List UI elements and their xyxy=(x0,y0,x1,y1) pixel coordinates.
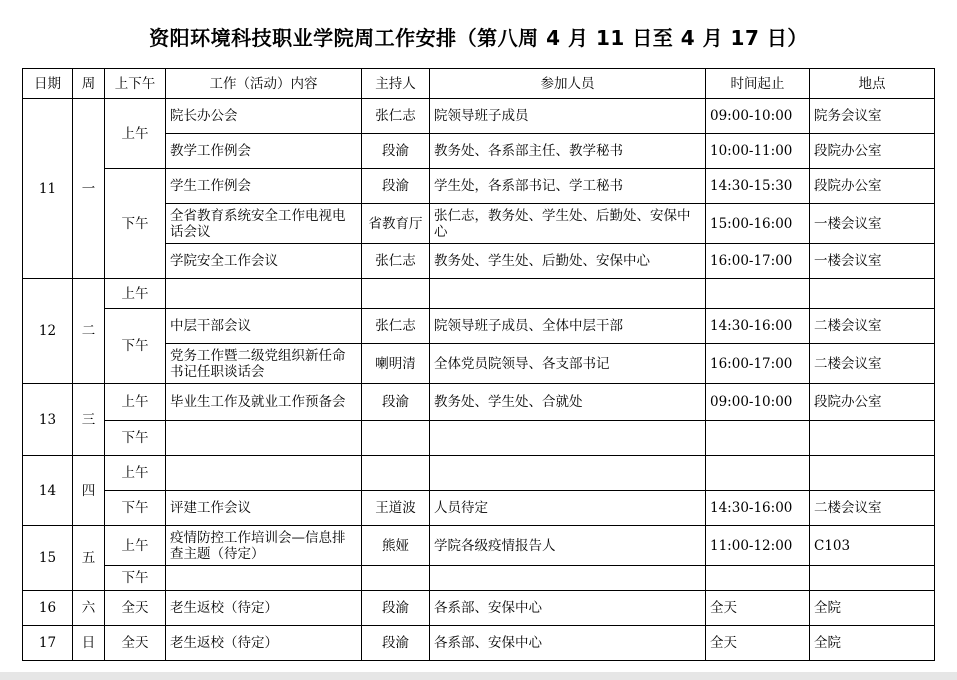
content-cell: 中层干部会议 xyxy=(166,309,362,344)
participants-cell: 教务处、各系部主任、教学秘书 xyxy=(430,134,706,169)
table-row xyxy=(23,491,935,526)
host-cell: 省教育厅 xyxy=(362,204,430,244)
page-title: 资阳环境科技职业学院周工作安排（第八周 4 月 11 日至 4 月 17 日） xyxy=(149,26,808,50)
host-cell: 张仁志 xyxy=(362,99,430,134)
weekday-cell: 三 xyxy=(73,384,105,456)
header-date: 日期 xyxy=(23,69,73,99)
time-cell xyxy=(706,421,810,456)
header-row xyxy=(23,69,935,99)
weekday-cell: 六 xyxy=(73,591,105,626)
participants-cell xyxy=(430,566,706,591)
period-cell: 下午 xyxy=(105,309,166,384)
participants-cell: 学生处，各系部书记、学工秘书 xyxy=(430,169,706,204)
time-cell: 10:00-11:00 xyxy=(706,134,810,169)
table-row xyxy=(23,566,935,591)
date-cell: 14 xyxy=(23,456,73,526)
header-content: 工作（活动）内容 xyxy=(166,69,362,99)
period-cell: 上午 xyxy=(105,384,166,421)
weekday-cell: 二 xyxy=(73,279,105,384)
weekday-cell: 五 xyxy=(73,526,105,591)
host-cell xyxy=(362,421,430,456)
location-cell: 一楼会议室 xyxy=(810,244,935,279)
host-cell: 张仁志 xyxy=(362,244,430,279)
period-cell: 上午 xyxy=(105,456,166,491)
host-cell: 段渝 xyxy=(362,591,430,626)
table-row xyxy=(23,456,935,491)
time-cell: 16:00-17:00 xyxy=(706,344,810,384)
content-cell xyxy=(166,566,362,591)
location-cell: 二楼会议室 xyxy=(810,344,935,384)
location-cell: 全院 xyxy=(810,626,935,661)
date-cell: 16 xyxy=(23,591,73,626)
bottom-scroll-strip xyxy=(0,672,957,680)
period-cell: 下午 xyxy=(105,421,166,456)
period-cell: 下午 xyxy=(105,566,166,591)
content-cell: 院长办公会 xyxy=(166,99,362,134)
content-cell: 毕业生工作及就业工作预备会 xyxy=(166,384,362,421)
header-host: 主持人 xyxy=(362,69,430,99)
participants-cell: 各系部、安保中心 xyxy=(430,591,706,626)
host-cell: 喇明清 xyxy=(362,344,430,384)
time-cell: 15:00-16:00 xyxy=(706,204,810,244)
time-cell: 09:00-10:00 xyxy=(706,99,810,134)
time-cell: 16:00-17:00 xyxy=(706,244,810,279)
location-cell: C103 xyxy=(810,526,935,566)
date-cell: 12 xyxy=(23,279,73,384)
host-cell xyxy=(362,566,430,591)
table-row xyxy=(23,384,935,421)
location-cell: 全院 xyxy=(810,591,935,626)
location-cell xyxy=(810,566,935,591)
host-cell xyxy=(362,279,430,309)
period-cell: 下午 xyxy=(105,491,166,526)
host-cell xyxy=(362,456,430,491)
date-cell: 15 xyxy=(23,526,73,591)
time-cell: 全天 xyxy=(706,591,810,626)
content-cell: 老生返校（待定） xyxy=(166,626,362,661)
content-cell: 全省教育系统安全工作电视电话会议 xyxy=(166,204,362,244)
period-cell: 上午 xyxy=(105,526,166,566)
location-cell xyxy=(810,421,935,456)
period-cell: 上午 xyxy=(105,279,166,309)
table-row xyxy=(23,309,935,344)
time-cell xyxy=(706,566,810,591)
header-period: 上下午 xyxy=(105,69,166,99)
content-cell: 教学工作例会 xyxy=(166,134,362,169)
time-cell: 11:00-12:00 xyxy=(706,526,810,566)
weekday-cell: 一 xyxy=(73,99,105,279)
host-cell: 熊娅 xyxy=(362,526,430,566)
table-row xyxy=(23,99,935,134)
header-time: 时间起止 xyxy=(706,69,810,99)
location-cell xyxy=(810,279,935,309)
participants-cell: 张仁志，教务处、学生处、后勤处、安保中心 xyxy=(430,204,706,244)
header-weekday: 周 xyxy=(73,69,105,99)
weekday-cell: 四 xyxy=(73,456,105,526)
time-cell: 14:30-15:30 xyxy=(706,169,810,204)
participants-cell: 教务处、学生处、合就处 xyxy=(430,384,706,421)
content-cell: 学院安全工作会议 xyxy=(166,244,362,279)
period-cell: 下午 xyxy=(105,169,166,279)
participants-cell xyxy=(430,421,706,456)
host-cell: 段渝 xyxy=(362,626,430,661)
content-cell: 老生返校（待定） xyxy=(166,591,362,626)
participants-cell: 人员待定 xyxy=(430,491,706,526)
host-cell: 王道波 xyxy=(362,491,430,526)
weekday-cell: 日 xyxy=(73,626,105,661)
location-cell: 二楼会议室 xyxy=(810,309,935,344)
header-participants: 参加人员 xyxy=(430,69,706,99)
period-cell: 上午 xyxy=(105,99,166,169)
location-cell: 段院办公室 xyxy=(810,134,935,169)
time-cell xyxy=(706,456,810,491)
participants-cell: 教务处、学生处、后勤处、安保中心 xyxy=(430,244,706,279)
content-cell: 学生工作例会 xyxy=(166,169,362,204)
content-cell: 党务工作暨二级党组织新任命书记任职谈话会 xyxy=(166,344,362,384)
location-cell: 段院办公室 xyxy=(810,169,935,204)
table-row xyxy=(23,421,935,456)
table-row xyxy=(23,169,935,204)
participants-cell: 各系部、安保中心 xyxy=(430,626,706,661)
participants-cell xyxy=(430,456,706,491)
table-row xyxy=(23,279,935,309)
period-cell: 全天 xyxy=(105,591,166,626)
location-cell xyxy=(810,456,935,491)
time-cell: 14:30-16:00 xyxy=(706,309,810,344)
time-cell xyxy=(706,279,810,309)
date-cell: 13 xyxy=(23,384,73,456)
host-cell: 张仁志 xyxy=(362,309,430,344)
time-cell: 09:00-10:00 xyxy=(706,384,810,421)
location-cell: 段院办公室 xyxy=(810,384,935,421)
schedule-body xyxy=(23,99,935,661)
content-cell xyxy=(166,279,362,309)
content-cell xyxy=(166,421,362,456)
participants-cell xyxy=(430,279,706,309)
period-cell: 全天 xyxy=(105,626,166,661)
content-cell xyxy=(166,456,362,491)
schedule-table xyxy=(22,68,935,661)
location-cell: 一楼会议室 xyxy=(810,204,935,244)
participants-cell: 院领导班子成员、全体中层干部 xyxy=(430,309,706,344)
host-cell: 段渝 xyxy=(362,384,430,421)
table-row xyxy=(23,591,935,626)
date-cell: 11 xyxy=(23,99,73,279)
participants-cell: 全体党员院领导、各支部书记 xyxy=(430,344,706,384)
location-cell: 院务会议室 xyxy=(810,99,935,134)
host-cell: 段渝 xyxy=(362,169,430,204)
table-row xyxy=(23,526,935,566)
content-cell: 评建工作会议 xyxy=(166,491,362,526)
participants-cell: 院领导班子成员 xyxy=(430,99,706,134)
host-cell: 段渝 xyxy=(362,134,430,169)
participants-cell: 学院各级疫情报告人 xyxy=(430,526,706,566)
content-cell: 疫情防控工作培训会—信息排查主题（待定） xyxy=(166,526,362,566)
location-cell: 二楼会议室 xyxy=(810,491,935,526)
date-cell: 17 xyxy=(23,626,73,661)
header-location: 地点 xyxy=(810,69,935,99)
time-cell: 全天 xyxy=(706,626,810,661)
table-row xyxy=(23,626,935,661)
time-cell: 14:30-16:00 xyxy=(706,491,810,526)
